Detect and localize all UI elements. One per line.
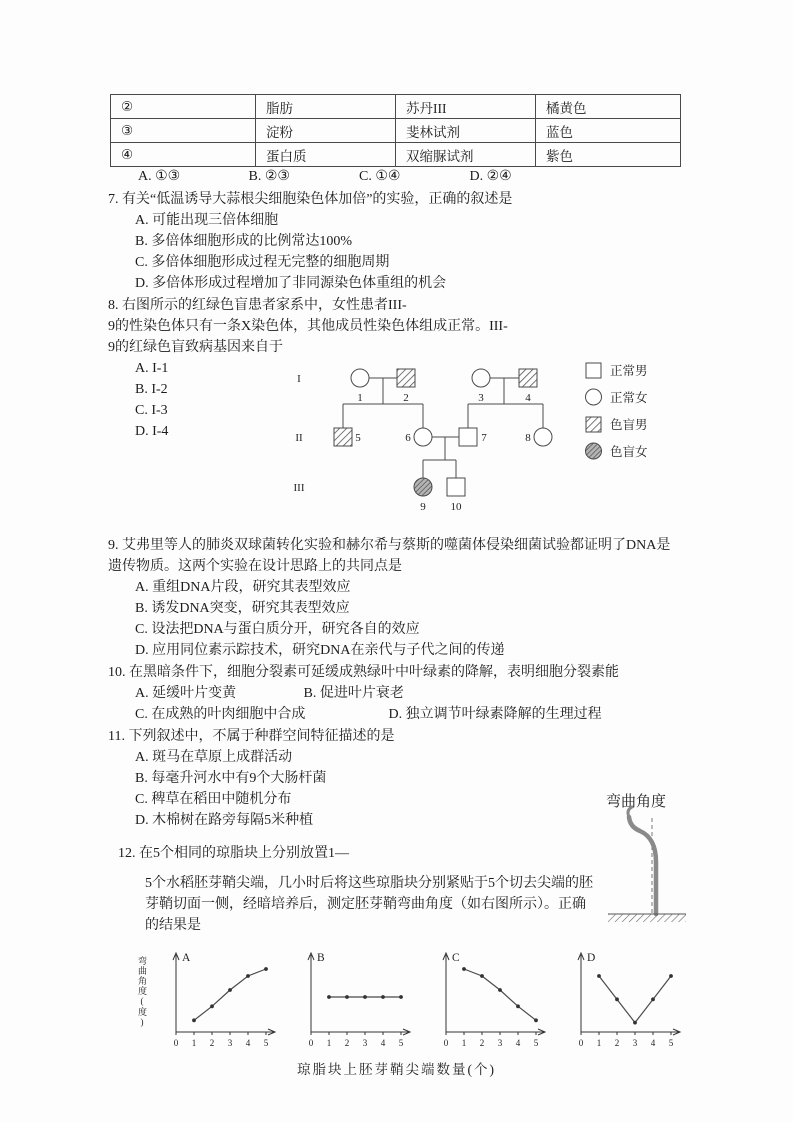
- individual-II-6: [414, 428, 432, 446]
- chart-panel-label: D: [587, 952, 596, 964]
- chart-panel-label: A: [182, 952, 191, 964]
- individual-number: 5: [355, 432, 361, 444]
- chart-option-B: [291, 946, 419, 1054]
- option-c: C. I-3: [135, 403, 168, 418]
- question-7: [108, 189, 512, 294]
- individual-III-10: [447, 478, 465, 496]
- cell-color: 紫色: [536, 143, 681, 167]
- chart-option-D: [561, 946, 689, 1054]
- legend-label: 色盲女: [610, 445, 648, 459]
- question-6-answers: [138, 166, 577, 187]
- question-stem: 10. 在黑暗条件下，细胞分裂素可延缓成熟绿叶中叶绿素的降解，表明细胞分裂素能: [108, 665, 619, 680]
- legend-normal-male-icon: [586, 363, 601, 378]
- cell-substance: 脂肪: [256, 95, 396, 119]
- pedigree-legend: [586, 363, 648, 459]
- individual-number: 7: [481, 432, 487, 444]
- data-point: [534, 1018, 538, 1022]
- table-row: [111, 119, 681, 143]
- individual-II-7: [459, 428, 477, 446]
- individual-number: 3: [478, 392, 484, 404]
- chart-panel-label: C: [452, 952, 460, 964]
- option-c: C. 在成熟的叶肉细胞中合成: [135, 707, 306, 722]
- individual-I-1: [351, 369, 369, 387]
- question-stem-line: 12. 在5个相同的琼脂块上分别放置1—: [118, 846, 349, 861]
- question-stem-line: 9的红绿色盲致病基因来自于: [108, 340, 283, 355]
- coleoptile-shape: [629, 817, 656, 914]
- option-d: D. 多倍体形成过程增加了非同源染色体重组的机会: [135, 276, 447, 291]
- cell-substance: 蛋白质: [256, 143, 396, 167]
- data-point: [597, 974, 601, 978]
- table-row: [111, 95, 681, 119]
- question-stem-line: 8. 右图所示的红绿色盲患者家系中，女性患者III-: [108, 298, 407, 313]
- individual-II-8: [534, 428, 552, 446]
- bending-angle-label: 弯曲角度: [606, 794, 667, 810]
- answer-option-d: D. ②④: [469, 169, 512, 184]
- option-d: D. I-4: [135, 424, 169, 439]
- option-row: [135, 683, 619, 704]
- cell-substance: 淀粉: [256, 119, 396, 143]
- x-tick-label: 5: [263, 1038, 269, 1048]
- x-tick-label: 5: [533, 1038, 539, 1048]
- data-point: [228, 988, 232, 992]
- individual-I-2: [397, 369, 415, 387]
- legend-normal-female-icon: [586, 389, 602, 405]
- series-line: [194, 969, 266, 1020]
- individual-I-4: [519, 369, 537, 387]
- series-line: [464, 969, 536, 1020]
- answer-option-c: C. ①④: [359, 169, 401, 184]
- x-tick-label: 2: [479, 1038, 485, 1048]
- series-line: [599, 976, 671, 1023]
- x-tick-label: 5: [398, 1038, 404, 1048]
- individual-III-9: [414, 478, 432, 496]
- x-tick-label: 0: [308, 1038, 314, 1048]
- chart-option-A: [156, 946, 284, 1054]
- legend-colorblind-male-icon: [586, 417, 601, 432]
- data-point: [462, 967, 466, 971]
- legend-colorblind-female-icon: [586, 443, 602, 459]
- individual-I-3: [472, 369, 490, 387]
- ground-hatching: [608, 914, 686, 922]
- data-point: [246, 974, 250, 978]
- x-tick-label: 4: [650, 1038, 656, 1048]
- x-tick-label: 1: [596, 1038, 602, 1048]
- chart-panel-label: B: [317, 952, 325, 964]
- x-tick-label: 4: [515, 1038, 521, 1048]
- x-tick-label: 1: [191, 1038, 197, 1048]
- pedigree-number-labels: [294, 373, 532, 513]
- individual-number: 8: [525, 432, 531, 444]
- option-a: A. 重组DNA片段，研究其表型效应: [135, 580, 351, 595]
- generation-label: III: [293, 482, 305, 494]
- data-point: [327, 995, 331, 999]
- x-tick-label: 3: [632, 1038, 638, 1048]
- option-c: C. 设法把DNA与蛋白质分开，研究各自的效应: [135, 622, 420, 637]
- x-tick-label: 2: [614, 1038, 620, 1048]
- answer-option-a: A. ①③: [138, 169, 181, 184]
- data-point: [615, 997, 619, 1001]
- data-point: [399, 995, 403, 999]
- individual-number: 9: [420, 501, 426, 513]
- cell-color: 橘黄色: [536, 95, 681, 119]
- data-point: [516, 1004, 520, 1008]
- question-stem-line: 遗传物质。这两个实验在设计思路上的共同点是: [108, 559, 402, 574]
- x-tick-label: 0: [173, 1038, 179, 1048]
- individual-number: 6: [405, 432, 411, 444]
- question-stem: 7. 有关“低温诱导大蒜根尖细胞染色体加倍”的实验，正确的叙述是: [108, 192, 513, 207]
- option-d: D. 独立调节叶绿素降解的生理过程: [388, 707, 602, 722]
- individual-number: 1: [357, 392, 363, 404]
- question-stem-line: 9. 艾弗里等人的肺炎双球菌转化实验和赫尔希与蔡斯的噬菌体侵染细菌试验都证明了DNA是: [108, 538, 671, 553]
- question-stem-line: 芽鞘切面一侧，经暗培养后，测定胚芽鞘弯曲角度（如右图所示）。正确: [145, 897, 586, 912]
- x-tick-label: 1: [326, 1038, 332, 1048]
- legend-label: 正常男: [610, 364, 648, 378]
- cell-number: ③: [111, 119, 256, 143]
- cell-color: 蓝色: [536, 119, 681, 143]
- legend-label: 色盲男: [610, 418, 648, 432]
- table-row: [111, 143, 681, 167]
- cell-reagent: 双缩脲试剂: [396, 143, 536, 167]
- question-stem-line: 5个水稻胚芽鞘尖端，几小时后将这些琼脂块分别紧贴于5个切去尖端的胚: [145, 876, 593, 891]
- reagent-table: [110, 94, 681, 167]
- result-charts: [136, 946, 689, 1054]
- data-point: [669, 974, 673, 978]
- option-row: [135, 704, 619, 725]
- data-point: [633, 1021, 637, 1025]
- option-b: B. 每毫升河水中有9个大肠杆菌: [135, 771, 327, 786]
- x-tick-label: 3: [227, 1038, 233, 1048]
- x-tick-label: 2: [209, 1038, 215, 1048]
- individual-number: 4: [525, 392, 531, 404]
- data-point: [498, 988, 502, 992]
- x-tick-label: 5: [668, 1038, 674, 1048]
- x-tick-label: 0: [578, 1038, 584, 1048]
- generation-label: II: [295, 432, 303, 444]
- option-b: B. 多倍体细胞形成的比例常达100%: [135, 234, 352, 249]
- data-point: [363, 995, 367, 999]
- cell-number: ④: [111, 143, 256, 167]
- question-11: [108, 726, 394, 831]
- option-b: B. 促进叶片衰老: [303, 686, 404, 701]
- x-tick-label: 1: [461, 1038, 467, 1048]
- coleoptile-tip-curl: [628, 807, 632, 817]
- cell-reagent: 斐林试剂: [396, 119, 536, 143]
- answer-option-b: B. ②③: [248, 169, 290, 184]
- data-point: [651, 997, 655, 1001]
- question-12: [118, 843, 618, 936]
- option-c: C. 稗草在稻田中随机分布: [135, 792, 292, 807]
- x-tick-label: 3: [362, 1038, 368, 1048]
- individual-II-5: [334, 428, 352, 446]
- option-b: B. I-2: [135, 382, 168, 397]
- pedigree-connector-lines: [343, 378, 543, 478]
- option-a: A. 可能出现三倍体细胞: [135, 213, 279, 228]
- chart-y-axis-label: 弯曲角度(度): [137, 956, 147, 1028]
- question-9: [108, 535, 670, 661]
- cell-reagent: 苏丹III: [396, 95, 536, 119]
- question-stem-line: 的结果是: [145, 918, 201, 933]
- bending-angle-diagram: [598, 790, 693, 935]
- individual-number: 2: [403, 392, 409, 404]
- data-point: [210, 1004, 214, 1008]
- cell-number: ②: [111, 95, 256, 119]
- pedigree-chart: [288, 352, 683, 520]
- x-tick-label: 4: [380, 1038, 386, 1048]
- individual-number: 10: [450, 501, 462, 513]
- x-tick-label: 0: [443, 1038, 449, 1048]
- option-a: A. 斑马在草原上成群活动: [135, 750, 293, 765]
- question-stem: 11. 下列叙述中，不属于种群空间特征描述的是: [108, 729, 395, 744]
- data-point: [480, 974, 484, 978]
- chart-option-C: [426, 946, 554, 1054]
- data-point: [345, 995, 349, 999]
- option-c: C. 多倍体细胞形成过程无完整的细胞周期: [135, 255, 390, 270]
- option-b: B. 诱发DNA突变，研究其表型效应: [135, 601, 350, 616]
- data-point: [264, 967, 268, 971]
- option-d: D. 应用同位素示踪技术，研究DNA在亲代与子代之间的传递: [135, 643, 505, 658]
- generation-label: I: [297, 373, 301, 385]
- data-point: [192, 1018, 196, 1022]
- x-tick-label: 3: [497, 1038, 503, 1048]
- chart-x-axis-label: 琼脂块上胚芽鞘尖端数量(个): [297, 1062, 496, 1077]
- x-tick-label: 2: [344, 1038, 350, 1048]
- x-tick-label: 4: [245, 1038, 251, 1048]
- option-a: A. 延缓叶片变黄: [135, 686, 237, 701]
- data-point: [381, 995, 385, 999]
- option-d: D. 木棉树在路旁每隔5米种植: [135, 813, 314, 828]
- question-stem-line: 9的性染色体只有一条X染色体，其他成员性染色体组成正常。III-: [108, 319, 508, 334]
- question-10: [108, 662, 619, 725]
- legend-label: 正常女: [610, 391, 648, 405]
- option-a: A. I-1: [135, 361, 169, 376]
